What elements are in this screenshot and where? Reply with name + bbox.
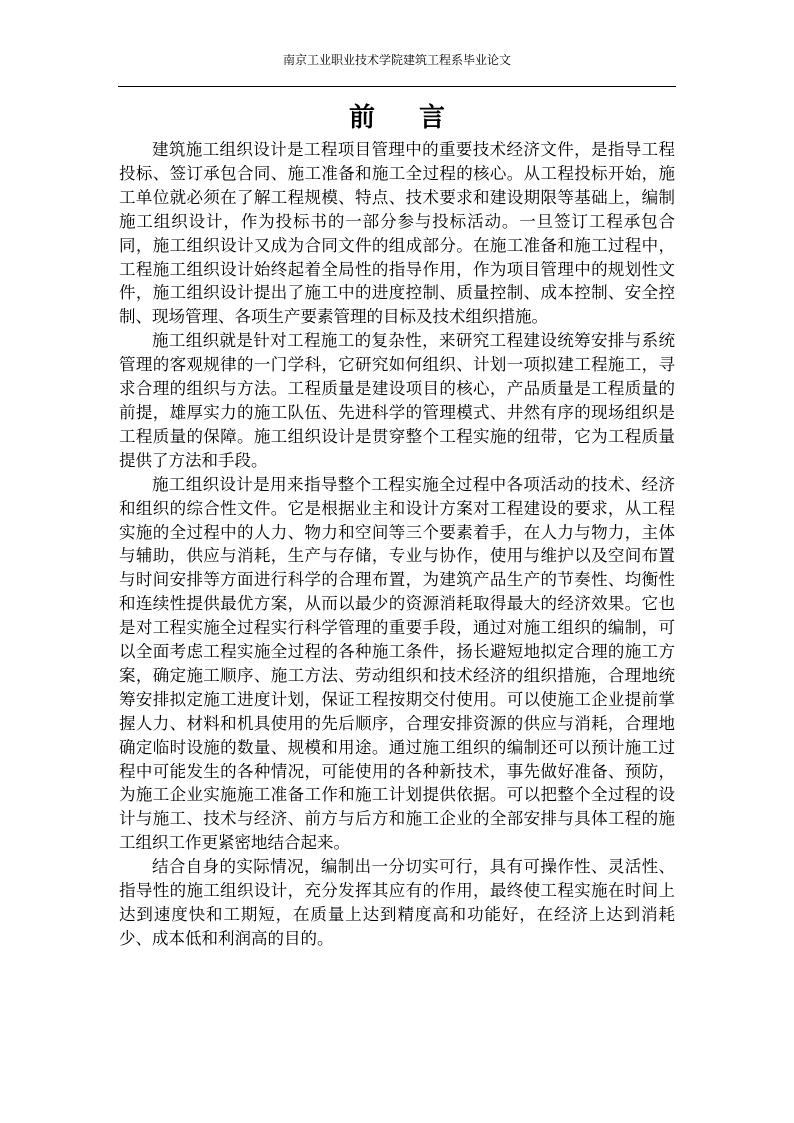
page-title: 前言 [348, 103, 489, 133]
body-text [119, 138, 675, 951]
paragraph-4: 结合自身的实际情况，编制出一分切实可行，具有可操作性、灵活性、指导性的施工组织设计，充分发挥其应有的作用，最终使工程实施在时间上达到速度快和工期短，在质量上达到精度高和功能好，在经济上达到消耗少、成本低和利润高的目的。 [119, 857, 675, 948]
paragraph-1: 建筑施工组织设计是工程项目管理中的重要技术经济文件，是指导工程投标、签订承包合同、施工准备和施工全过程的核心。从工程投标开始，施工单位就必须在了解工程规模、特点、技术要求和建设期限等基础上，编制施工组织设计，作为投标书的一部分参与投标活动。一旦签订工程承包合同，施工组织设计又成为合同文件的组成部分。在施工准备和施工过程中，工程施工组织设计始终起着全局性的指导作用，作为项目管理中的规划性文件，施工组织设计提出了施工中的进度控制、质量控制、成本控制、安全控制、现场管理、各项生产要素管理的目标及技术组织措施。 [119, 140, 675, 327]
paragraph-2: 施工组织就是针对工程施工的复杂性，来研究工程建设统筹安排与系统管理的客观规律的一门学科，它研究如何组织、计划一项拟建工程施工，寻求合理的组织与方法。工程质量是建设项目的核心，产品质量是工程质量的前提，雄厚实力的施工队伍、先进科学的管理模式、井然有序的现场组织是工程质量的保障。施工组织设计是贯穿整个工程实施的纽带，它为工程质量提供了方法和手段。 [119, 331, 675, 470]
paragraph-3: 施工组织设计是用来指导整个工程实施全过程中各项活动的技术、经济和组织的综合性文件。它是根据业主和设计方案对工程建设的要求，从工程实施的全过程中的人力、物力和空间等三个要素着手，在人力与物力，主体与辅助，供应与消耗，生产与存储，专业与协作，使用与维护以及空间布置与时间安排等方面进行科学的合理布置，为建筑产品生产的节奏性、均衡性和连续性提供最优方案，从而以最少的资源消耗取得最大的经济效果。它也是对工程实施全过程实行科学管理的重要手段，通过对施工组织的编制，可以全面考虑工程实施全过程的各种施工条件，扬长避短地拟定合理的施工方案，确定施工顺序、施工方法、劳动组织和技术经济的组织措施，合理地统筹安排拟定施工进度计划，保证工程按期交付使用。可以使施工企业提前掌握人力、材料和机具使用的先后顺序，合理安排资源的供应与消耗，合理地确定临时设施的数量、规模和用途。通过施工组织的编制还可以预计施工过程中可能发生的各种情况，可能使用的各种新技术，事先做好准备、预防，为施工企业实施施工准备工作和施工计划提供依据。可以把整个全过程的设计与施工、技术与经济、前方与后方和施工企业的全部安排与具体工程的施工组织工作更紧密地结合起来。 [119, 474, 675, 853]
running-header: 南京工业职业技术学院建筑工程系毕业论文 [282, 53, 511, 67]
header-divider [118, 86, 676, 87]
